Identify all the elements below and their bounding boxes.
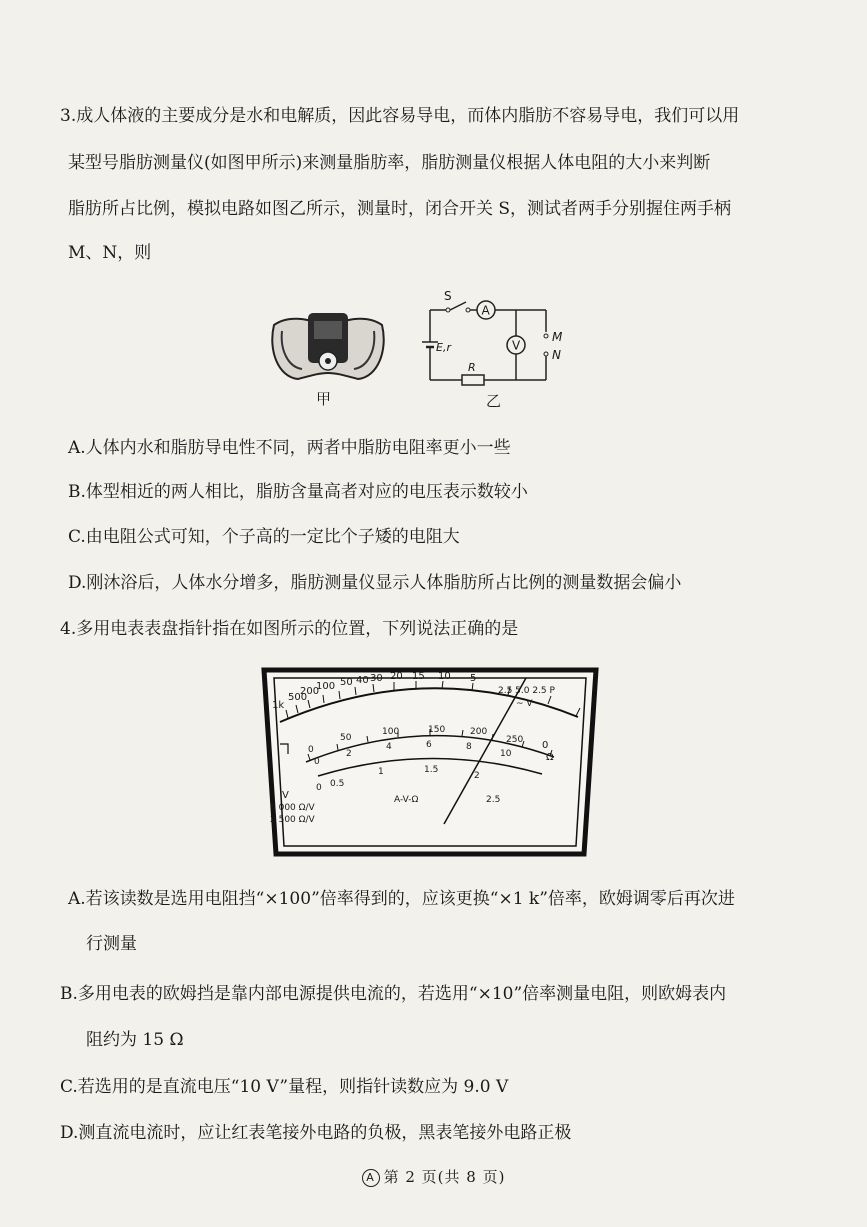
mark-ac-v: ~ V [516,699,533,709]
ohm-label-1k: 1k [272,700,285,711]
dc2-label-4: 4 [386,742,392,752]
ohm-label-30: 30 [370,673,383,684]
page-footer [0,1166,867,1187]
ohm-label-10: 10 [438,671,451,682]
source-label: E,r [436,341,451,354]
resistor-label: R [468,361,476,374]
q3-stem-line-1: 3.成人体液的主要成分是水和电解质，因此容易导电，而体内脂肪不容易导电，我们可以用 [60,106,740,126]
ohm-label-15: 15 [412,671,425,682]
ohm-label-40: 40 [356,675,369,686]
ohm-label-50: 50 [340,677,353,688]
mark-v: V [282,790,289,801]
mark-a-v-ohm: A-V-Ω [394,795,419,805]
q3-option-c: C.由电阻公式可知，个子高的一定比个子矮的电阻大 [68,527,460,547]
figure-label-jia: 甲 [316,390,332,408]
ohm-label-500: 500 [288,692,308,703]
terminal-m-label: M [552,330,563,344]
ac-label-0-5: 0.5 [330,779,345,789]
q4-option-a-cont: 行测量 [86,934,137,954]
q4-option-b-cont: 阻约为 15 Ω [86,1030,184,1050]
ohm-label-100: 100 [316,681,336,692]
circuit-diagram [418,288,578,398]
terminal-n-label: N [552,348,561,362]
circled-a-icon: A [362,1169,380,1187]
ac-label-1: 1 [378,767,384,777]
figure-label-yi: 乙 [486,392,502,410]
dc2-label-10: 10 [500,749,512,759]
ac-label-0: 0 [316,783,322,793]
ohm-label-20: 20 [390,671,403,682]
ohm-label-200: 200 [300,686,320,697]
q4-option-b: B.多用电表的欧姆挡是靠内部电源提供电流的，若选用“×10”倍率测量电阻，则欧姆表内 [60,984,727,1004]
q3-option-b: B.体型相近的两人相比，脂肪含量高者对应的电压表示数较小 [68,482,528,502]
q4-option-c: C.若选用的是直流电压“10 V”量程，则指针读数应为 9.0 V [60,1077,509,1097]
dc2-label-2: 2 [346,749,352,759]
ac-label-2-5: 2.5 [486,795,501,805]
fat-meter-device-figure [268,305,388,385]
ohm-unit: Ω [546,752,554,763]
dc2-label-0: 0 [314,757,320,767]
dc-label-100: 100 [382,727,400,737]
switch-s [450,302,466,310]
dc-label-150: 150 [428,725,446,735]
dc-label-0: 0 [308,745,314,755]
multimeter-dial [258,662,602,862]
q3-stem-line-2: 某型号脂肪测量仪(如图甲所示)来测量脂肪率，脂肪测量仪根据人体电阻的大小来判断 [68,153,711,173]
q3-option-d: D.刚沐浴后，人体水分增多，脂肪测量仪显示人体脂肪所占比例的测量数据会偏小 [68,573,682,593]
ac-label-1-5: 1.5 [424,765,439,775]
q4-stem: 4.多用电表表盘指针指在如图所示的位置，下列说法正确的是 [60,619,519,639]
q4-option-a: A.若该读数是选用电阻挡“×100”倍率得到的，应该更换“×1 k”倍率，欧姆调零后再次进 [68,889,735,909]
dc-label-200: 200 [470,727,488,737]
page-number: 第 2 页(共 8 页) [383,1168,506,1186]
q3-option-a: A.人体内水和脂肪导电性不同，两者中脂肪电阻率更小一些 [68,438,511,458]
switch-label: S [444,289,452,303]
dc2-label-6: 6 [426,740,432,750]
dc-label-250: 250 [506,735,524,745]
ohm-label-5: 5 [470,673,477,684]
ammeter-label: A [481,303,490,318]
q4-option-d: D.测直流电流时，应让红表笔接外电路的负极，黑表笔接外电路正极 [60,1123,572,1143]
mark-2500-ohm-per-v: 2 500 Ω/V [270,815,315,825]
q3-stem-line-4: M、N，则 [68,243,152,263]
voltmeter-label: V [512,338,521,353]
mark-5000-ohm-per-v: 5 000 Ω/V [270,803,315,813]
dc2-label-8: 8 [466,742,472,752]
ohm-label-0: 0 [542,740,549,751]
ac-label-2: 2 [474,771,480,781]
resistor-symbol [462,375,484,385]
q3-stem-line-3: 脂肪所占比例，模拟电路如图乙所示，测量时，闭合开关 S，测试者两手分别握住两手柄 [68,199,732,219]
top-right-scale: 2.5 5.0 2.5 P [498,686,555,696]
dc-label-50: 50 [340,733,352,743]
